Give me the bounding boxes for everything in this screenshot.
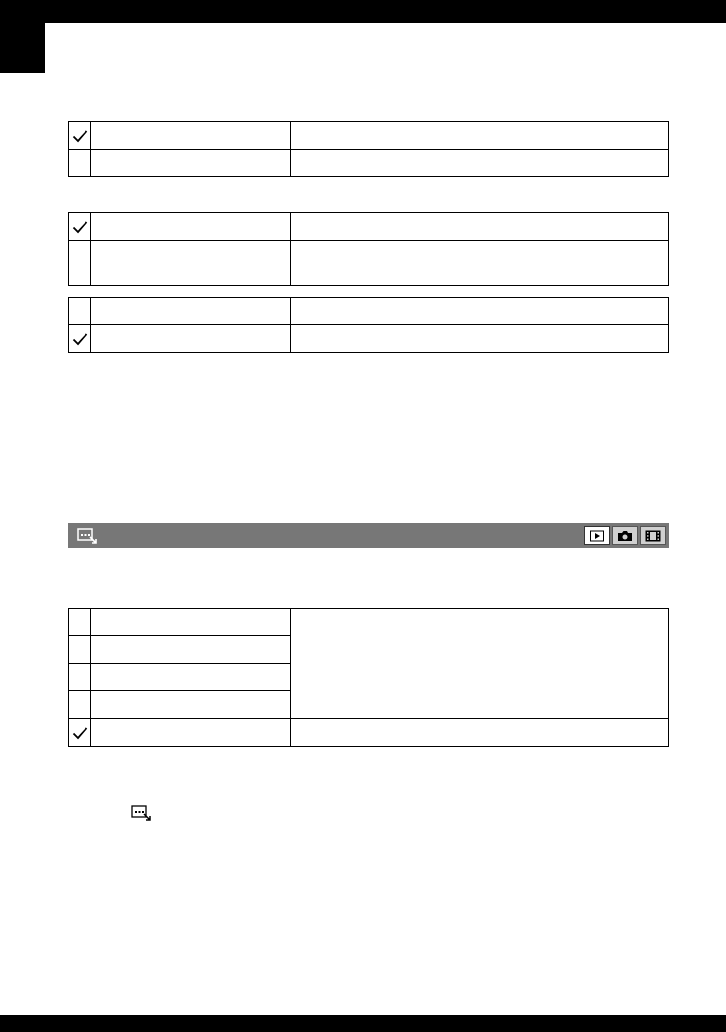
option-description — [291, 122, 669, 150]
table-row[interactable] — [69, 609, 669, 636]
camera-icon — [617, 530, 633, 542]
check-cell — [69, 719, 91, 747]
movie-icon — [645, 530, 661, 542]
option-description — [291, 241, 669, 286]
check-cell — [69, 691, 91, 719]
option-name — [91, 664, 291, 691]
check-cell — [69, 325, 91, 353]
table-row[interactable] — [69, 122, 669, 150]
options-table-2 — [68, 212, 669, 286]
option-name — [91, 325, 291, 353]
option-name — [91, 609, 291, 636]
option-name — [91, 150, 291, 177]
check-cell — [69, 213, 91, 241]
checkmark-icon — [72, 332, 88, 346]
section-header-bar — [68, 523, 669, 548]
table-row[interactable] — [69, 241, 669, 286]
option-description — [291, 325, 669, 353]
table-row[interactable] — [69, 298, 669, 325]
check-cell — [69, 241, 91, 286]
playback-icon — [590, 530, 604, 541]
option-description — [291, 150, 669, 177]
options-table-1 — [68, 121, 669, 177]
options-table-3 — [68, 297, 669, 353]
table-row[interactable] — [69, 325, 669, 353]
option-name — [91, 122, 291, 150]
table-row[interactable] — [69, 213, 669, 241]
check-cell — [69, 664, 91, 691]
option-name — [91, 691, 291, 719]
check-cell — [69, 122, 91, 150]
checkmark-icon — [72, 726, 88, 740]
option-name — [91, 636, 291, 664]
mode-playback-tab[interactable] — [584, 526, 610, 545]
menu-settings-icon — [77, 528, 99, 544]
check-cell — [69, 298, 91, 325]
mode-movie-tab[interactable] — [640, 526, 666, 545]
option-description — [291, 609, 669, 719]
corner-tab — [0, 23, 45, 73]
table-row[interactable] — [69, 719, 669, 747]
option-description — [291, 213, 669, 241]
options-table-4 — [68, 608, 669, 747]
check-cell — [69, 636, 91, 664]
check-cell — [69, 609, 91, 636]
menu-settings-icon — [131, 805, 153, 821]
mode-camera-tab[interactable] — [612, 526, 638, 545]
option-name — [91, 241, 291, 286]
option-name — [91, 719, 291, 747]
bottom-bar — [0, 1015, 726, 1032]
checkmark-icon — [72, 129, 88, 143]
top-bar — [0, 0, 726, 23]
option-description — [291, 719, 669, 747]
table-row[interactable] — [69, 150, 669, 177]
option-name — [91, 213, 291, 241]
checkmark-icon — [72, 220, 88, 234]
option-name — [91, 298, 291, 325]
option-description — [291, 298, 669, 325]
check-cell — [69, 150, 91, 177]
